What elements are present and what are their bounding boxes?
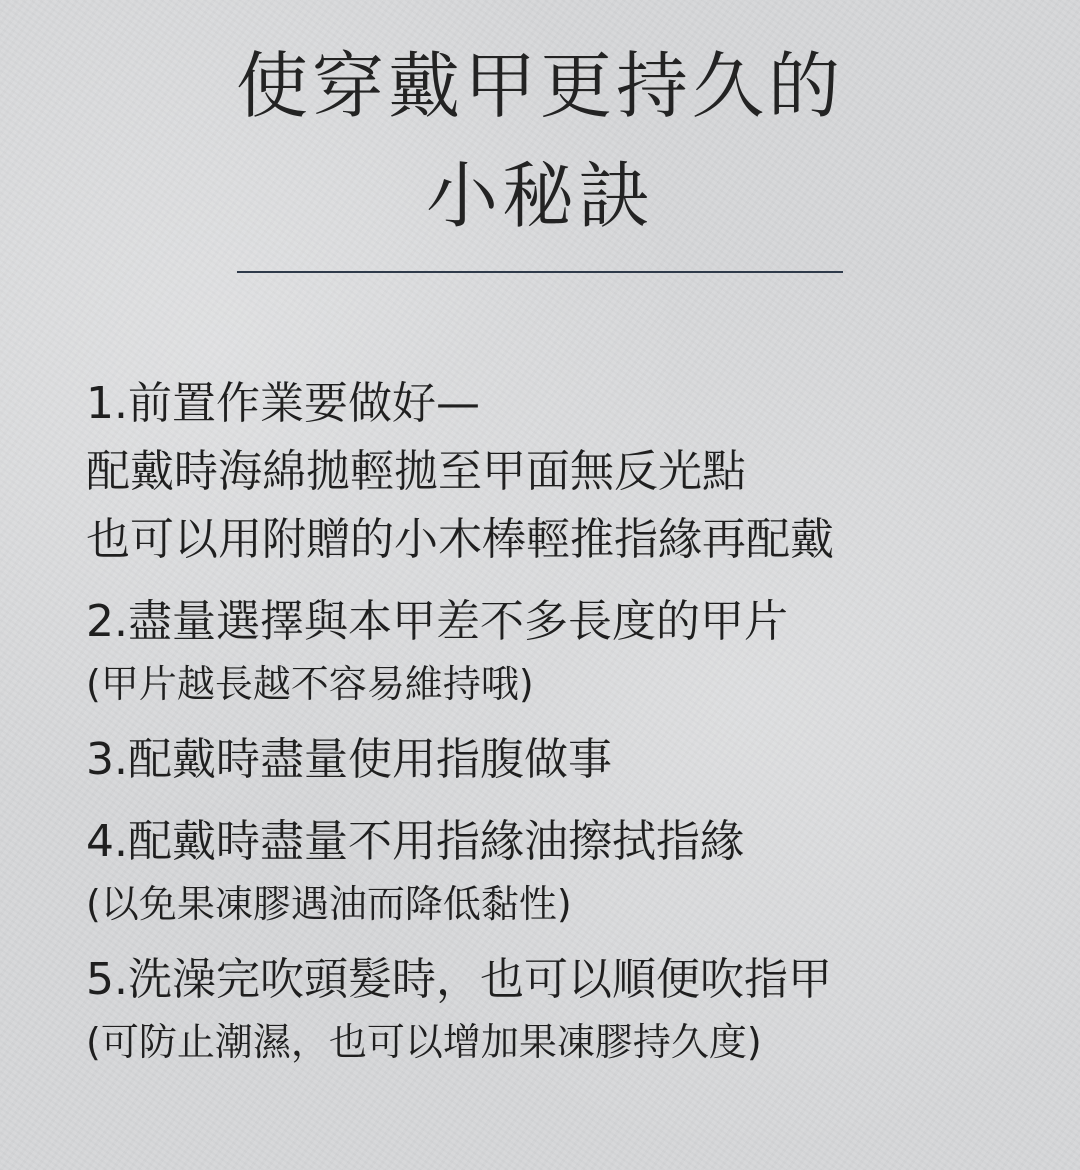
tip-5-heading: 5.洗澡完吹頭髮時，也可以順便吹指甲 <box>86 954 832 1005</box>
tip-2-heading: 2.盡量選擇與本甲差不多長度的甲片 <box>86 596 788 647</box>
title-divider <box>237 271 843 273</box>
tip-item-2 <box>86 588 1056 712</box>
tip-item-4 <box>86 808 1056 932</box>
tip-2-note: (甲片越長越不容易維持哦) <box>86 662 534 706</box>
tip-4-heading: 4.配戴時盡量不用指緣油擦拭指緣 <box>86 816 744 867</box>
tip-4-note: (以免果凍膠遇油而降低黏性) <box>86 882 572 926</box>
page-title-line-2: 小秘訣 <box>425 154 654 238</box>
tip-item-5 <box>86 946 1056 1070</box>
tips-list <box>86 370 1056 1084</box>
tip-1-heading: 1.前置作業要做好— <box>86 378 480 429</box>
tip-1-detail-2: 也可以用附贈的小木棒輕推指緣再配戴 <box>86 514 834 565</box>
page-title-line-1: 使穿戴甲更持久的 <box>235 44 844 128</box>
tip-1-detail-1: 配戴時海綿拋輕拋至甲面無反光點 <box>86 446 746 497</box>
tip-item-3 <box>86 726 1056 794</box>
tip-item-1 <box>86 370 1056 574</box>
tip-3-heading: 3.配戴時盡量使用指腹做事 <box>86 734 612 785</box>
tip-5-note: (可防止潮濕，也可以增加果凍膠持久度) <box>86 1020 762 1064</box>
